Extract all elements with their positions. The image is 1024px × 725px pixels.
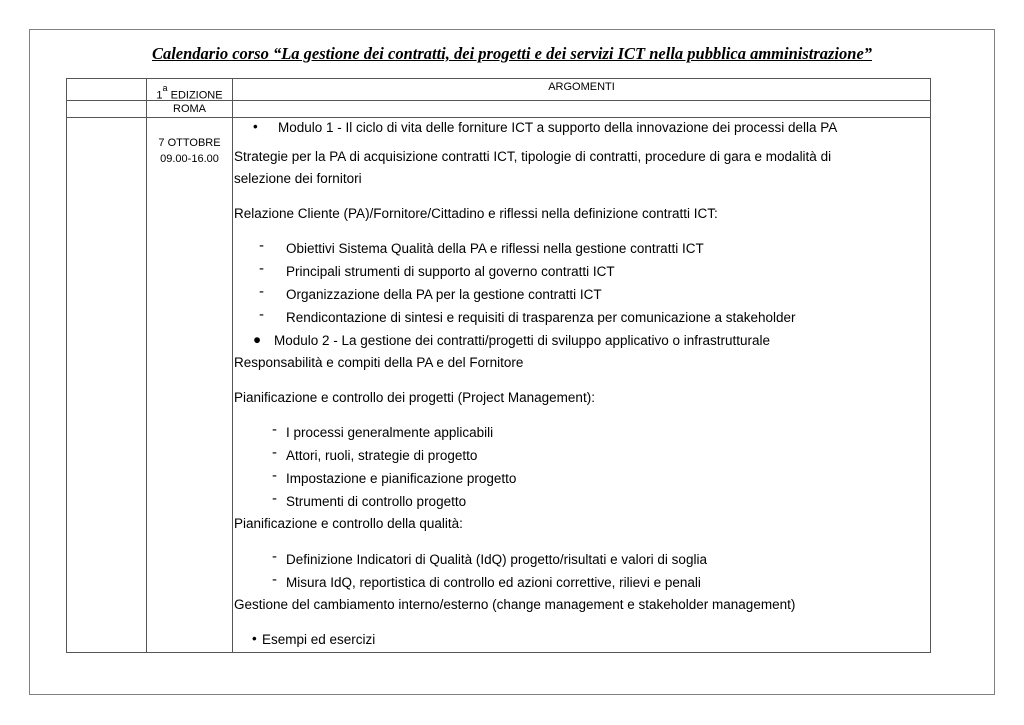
list-item: Obiettivi Sistema Qualità della PA e riflessi nella gestione contratti ICT bbox=[286, 241, 704, 256]
table-col-divider bbox=[232, 78, 233, 653]
list-item: Principali strumenti di supporto al governo contratti ICT bbox=[286, 264, 615, 279]
modulo-1-heading: Modulo 1 - Il ciclo di vita delle forniture ICT a supporto della innovazione dei processi della PA bbox=[278, 120, 838, 135]
table-border-right bbox=[930, 78, 931, 653]
strategie-line-2: selezione dei fornitori bbox=[234, 171, 362, 186]
pianificazione-progetti-heading: Pianificazione e controllo dei progetti (Project Management): bbox=[234, 390, 595, 405]
bullet-icon: • bbox=[252, 631, 257, 646]
edition-header bbox=[147, 84, 232, 103]
dash-icon: - bbox=[272, 490, 277, 507]
dash-icon: - bbox=[272, 467, 277, 484]
topics-header: ARGOMENTI bbox=[548, 81, 615, 93]
bullet-icon: • bbox=[253, 119, 258, 134]
dash-icon: - bbox=[272, 571, 277, 588]
list-item: Misura IdQ, reportistica di controllo ed azioni correttive, rilievi e penali bbox=[286, 575, 701, 590]
edition-sup: a bbox=[162, 83, 168, 93]
dash-icon: - bbox=[272, 444, 277, 461]
pianificazione-qualita-heading: Pianificazione e controllo della qualità: bbox=[234, 516, 463, 531]
gestione-line: Gestione del cambiamento interno/esterno (change management e stakeholder management) bbox=[234, 597, 796, 612]
list-item: Rendicontazione di sintesi e requisiti di trasparenza per comunicazione a stakeholder bbox=[286, 310, 796, 325]
city-cell: ROMA bbox=[173, 103, 206, 115]
table-row-divider bbox=[66, 117, 931, 118]
relazione-heading: Relazione Cliente (PA)/Fornitore/Cittadino e riflessi nella definizione contratti ICT: bbox=[234, 206, 718, 221]
bullet-icon: ● bbox=[253, 332, 262, 347]
page-title: Calendario corso “La gestione dei contratti, dei progetti e dei servizi ICT nella pubblica amministrazione” bbox=[151, 44, 873, 63]
responsabilita-line: Responsabilità e compiti della PA e del Fornitore bbox=[234, 355, 524, 370]
edition-label: EDIZIONE bbox=[167, 89, 223, 102]
list-item: Definizione Indicatori di Qualità (IdQ) progetto/risultati e valori di soglia bbox=[286, 552, 707, 567]
list-item: Attori, ruoli, strategie di progetto bbox=[286, 448, 478, 463]
dash-icon: - bbox=[272, 548, 277, 565]
dash-icon: - bbox=[259, 306, 264, 323]
strategie-line-1: Strategie per la PA di acquisizione contratti ICT, tipologie di contratti, procedure di gara e modalità di bbox=[234, 149, 832, 164]
dash-icon: - bbox=[259, 260, 264, 277]
list-item: Strumenti di controllo progetto bbox=[286, 494, 467, 509]
table-border-top bbox=[66, 78, 931, 79]
dash-icon: - bbox=[272, 421, 277, 438]
modulo-2-heading: Modulo 2 - La gestione dei contratti/progetti di sviluppo applicativo o infrastrutturale bbox=[274, 333, 771, 348]
list-item: Impostazione e pianificazione progetto bbox=[286, 471, 517, 486]
list-item: Organizzazione della PA per la gestione contratti ICT bbox=[286, 287, 602, 302]
table-border-left bbox=[66, 78, 67, 653]
edition-number: 1 bbox=[156, 89, 163, 102]
time-cell: 09.00-16.00 bbox=[160, 153, 219, 165]
dash-icon: - bbox=[259, 283, 264, 300]
table-border-bottom bbox=[66, 652, 931, 653]
dash-icon: - bbox=[259, 237, 264, 254]
list-item: I processi generalmente applicabili bbox=[286, 425, 494, 440]
date-cell: 7 OTTOBRE bbox=[158, 137, 221, 149]
esempi-line: Esempi ed esercizi bbox=[262, 632, 376, 647]
